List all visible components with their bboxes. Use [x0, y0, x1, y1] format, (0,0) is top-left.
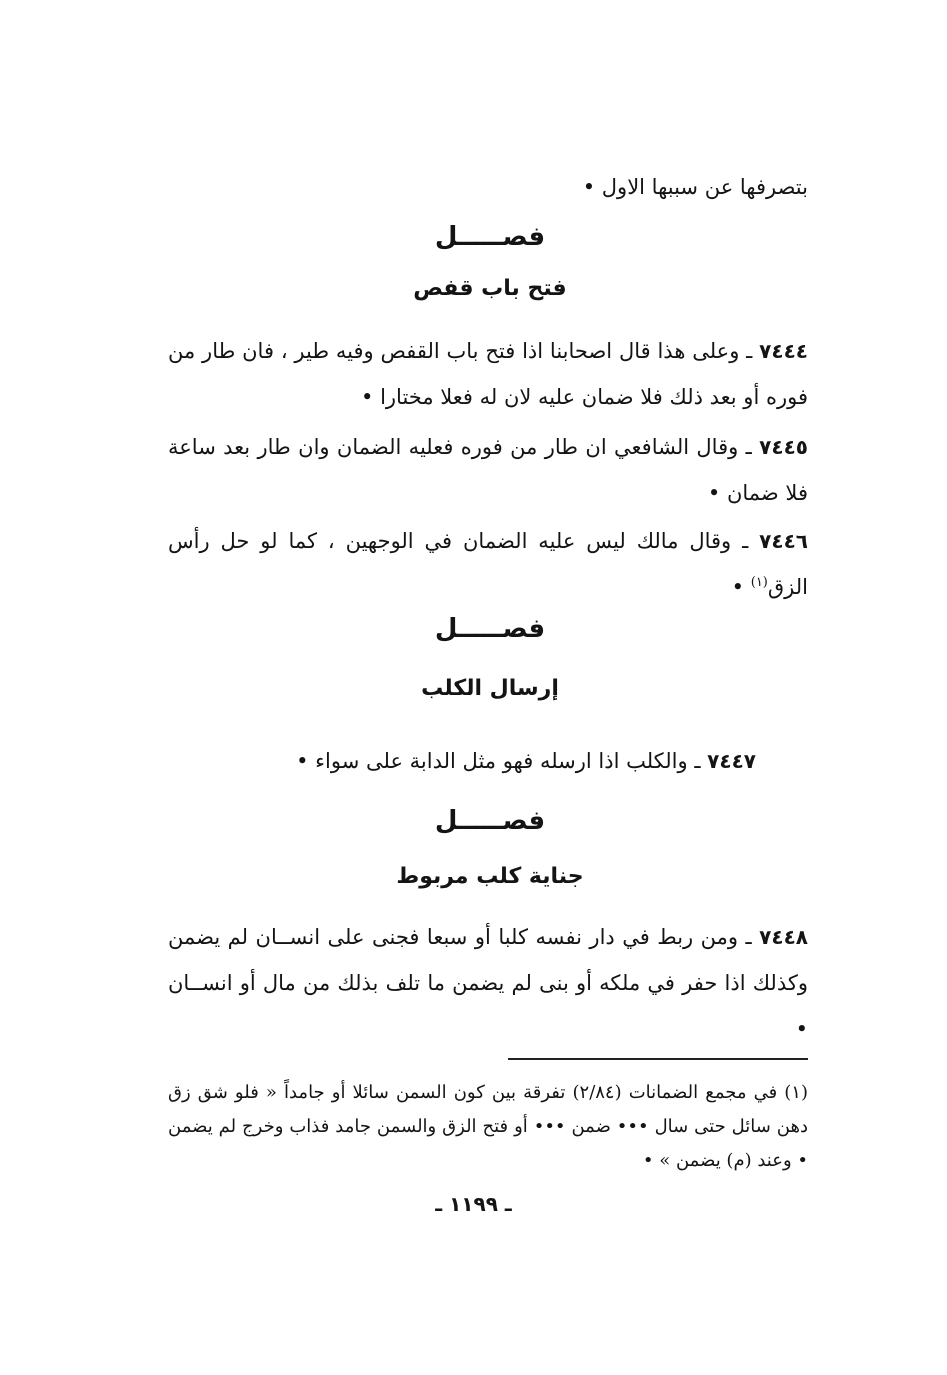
- paragraph-text: ـ وقال الشافعي ان طار من فوره فعليه الضمان وان طار بعد ساعة فلا ضمان •: [168, 435, 808, 505]
- section-subtitle: [160, 864, 820, 889]
- section-heading-text: فصـــــل: [434, 806, 546, 836]
- paragraph-text: ـ والكلب اذا ارسله فهو مثل الدابة على سواء •: [296, 749, 701, 773]
- section-heading: [160, 222, 820, 252]
- footnote-divider: [508, 1058, 808, 1060]
- paragraph-number: ٧٤٤٨: [759, 925, 808, 949]
- section-heading-text: فصـــــل: [434, 614, 546, 644]
- paragraph-text: ـ وقال مالك ليس عليه الضمان في الوجهين ، كما لو حل رأس الزق: [168, 529, 808, 599]
- section-heading: [160, 806, 820, 836]
- section-subtitle-text: جناية كلب مربوط: [396, 864, 584, 889]
- section-subtitle-text: إرسال الكلب: [421, 676, 559, 701]
- page-number: [0, 1192, 947, 1216]
- paragraph-number: ٧٤٤٧: [707, 749, 756, 773]
- page-number-text: ـ ١١٩٩ ـ: [435, 1192, 512, 1216]
- footnote-text: (١) في مجمع الضمانات (٢/٨٤) تفرقة بين كون السمن سائلا أو جامداً « فلو شق زق دهن سائل حتى سال ••• ضمن ••• أو فتح الزق والسمن جامد فذاب وخرج لم يضمن • وعند (م) يضمن » •: [168, 1082, 808, 1171]
- section-heading-text: فصـــــل: [434, 222, 546, 252]
- paragraph-7444: [168, 328, 808, 420]
- paragraph-7445: [168, 424, 808, 516]
- section-subtitle: [160, 276, 820, 301]
- paragraph-7448: [168, 914, 808, 1052]
- section-subtitle-text: فتح باب قفص: [413, 276, 567, 301]
- section-heading: [160, 614, 820, 644]
- paragraph-end: •: [731, 575, 751, 599]
- paragraph-7447: [168, 738, 808, 784]
- intro-text: بتصرفها عن سببها الاول •: [582, 175, 808, 199]
- paragraph-number: ٧٤٤٥: [759, 435, 808, 459]
- footnote: [168, 1076, 808, 1178]
- paragraph-7446: [168, 518, 808, 610]
- intro-line: [168, 164, 808, 210]
- paragraph-text: ـ ومن ربط في دار نفسه كلبا أو سبعا فجنى على انســان لم يضمن وكذلك اذا حفر في ملكه أو بنى لم يضمن ما تلف بذلك من مال أو انســان •: [168, 925, 808, 1041]
- paragraph-number: ٧٤٤٦: [759, 529, 808, 553]
- footnote-marker: (١): [750, 575, 768, 590]
- section-subtitle: [160, 676, 820, 701]
- paragraph-text: ـ وعلى هذا قال اصحابنا اذا فتح باب القفص وفيه طير ، فان طار من فوره أو بعد ذلك فلا ضمان عليه لان له فعلا مختارا •: [168, 339, 808, 409]
- paragraph-number: ٧٤٤٤: [759, 339, 808, 363]
